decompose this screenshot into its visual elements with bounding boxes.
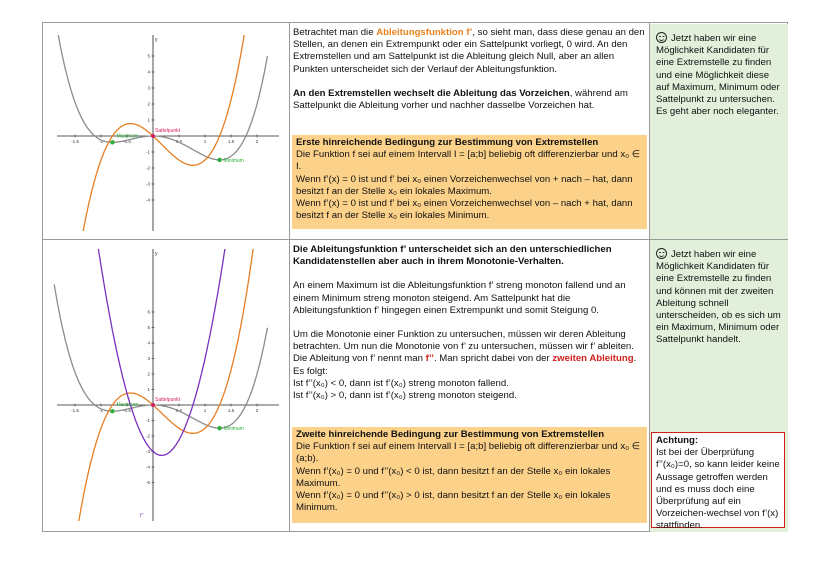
y-tick-label: -2 <box>145 165 150 171</box>
x-tick-label: -1 <box>98 139 104 144</box>
y-tick-label: 2 <box>147 101 150 107</box>
highlight-zweite-ableitung: zweiten Ableitung <box>552 353 634 365</box>
row2-title: Die Ableitungsfunktion f’ unterscheidet sich an den unterschiedlichen Kandidatenstellen aber auch in ihrem Monotonie-Verhalten. <box>293 244 612 268</box>
y-tick-label: -1 <box>145 418 150 423</box>
label-maximum: Maximum <box>116 402 139 409</box>
row1-text <box>293 27 645 112</box>
x-tick-label: 2 <box>255 139 259 144</box>
highlight-ableitungsfunktion: Ableitungsfunktion f’ <box>376 27 473 38</box>
label-sattelpunkt: Sattelpunkt <box>155 397 181 403</box>
highlight-fpp: f’’ <box>425 353 434 365</box>
first-condition-box: Erste hinreichende Bedingung zur Bestimmung von Extremstellen Die Funktion f sei auf einem Intervall I = [a;b] beliebig oft differenzierbar und x₀ ∈ I. Wenn f’(x) = 0 ist und f’ bei x₀ einen Vorzeichenwechsel von + nach – hat, dann besitzt f an der Stelle x₀ ein lokales Maximum. Wenn f’(x) = 0 ist und f’ bei x₀ einen Vorzeichenwechsel von – nach + hat, dann besitzt f an der Stelle x₀ ein lokales Minimum. <box>292 135 647 229</box>
sattelpunkt-point <box>151 134 155 138</box>
x-tick-label: 0.5 <box>175 408 183 413</box>
maximum-point <box>110 409 114 413</box>
curve-f <box>54 31 267 160</box>
x-tick-label: 2 <box>255 408 259 413</box>
sattelpunkt-point <box>151 403 155 407</box>
label-minimum: Minimum <box>223 426 244 433</box>
function-graph-f-fp <box>45 31 287 236</box>
warning-box: Achtung: Ist bei der Überprüfung f’’(x₀)=0, so kann leider keine Aussage getroffen werden und es muss doch eine Überprüfung auf ein Vorzeichen-wechsel von f’(x) stattfinden. <box>651 432 785 528</box>
graph-row1 <box>45 31 287 236</box>
row1-paragraph1: Betrachtet man die Ableitungsfunktion f’, so sieht man, dass diese genau an den Stellen, an denen ein Extrempunkt oder ein Sattelpunkt vorliegt, 0 wird. An den Extremstellen und am Sattelpunkt ist die Ableitung gleich Null, aber an allen Punkten unterscheidet sich der Verlauf der Ableitungsfunktion. <box>293 27 645 75</box>
x-tick-label: 1 <box>203 139 207 144</box>
row2-text: Die Ableitungsfunktion f’ unterscheidet sich an den unterschiedlichen Kandidatenstellen aber auch in ihrem Monotonie-Verhalten. An einem Maximum ist die Ableitungsfunktion f’ streng monoton fallend und an einem Minimum streng monoton steigend. Am Sattelpunkt hat die Ableitungsfunktion f’ hingegen einen Extrempunkt und somit Steigung 0. Um die Monotonie einer Funktion zu untersuchen, müssen wir deren Ableitung betrachten. Um nun die Monotonie von f’ zu untersuchen, müssen wir f’ ableiten. Die Ableitung von f’ nennt man f’’. Man spricht dabei von der zweiten Ableitung. Es folgt: Ist f’’(x₀) < 0, dann ist f’(x₀) streng monoton fallend. Ist f’’(x₀) > 0, dann ist f’(x₀) streng monoton steigend. <box>293 244 645 402</box>
label-sattelpunkt: Sattelpunkt <box>155 128 181 134</box>
y-tick-label: -3 <box>145 449 150 454</box>
first-condition-title: Erste hinreichende Bedingung zur Bestimmung von Extremstellen <box>296 137 599 148</box>
note-row1: Jetzt haben wir eine Möglichkeit Kandidaten für eine Extremstelle zu finden und eine Möglichkeit diese auf Maximum, Minimum oder Sattelpunkt zu untersuchen. Es geht aber noch eleganter. <box>650 24 788 239</box>
label-f-double-prime: f’’ <box>140 513 144 519</box>
y-tick-label: 2 <box>147 371 150 377</box>
warning-title: Achtung: <box>656 435 699 446</box>
row2-paragraph2: Um die Monotonie einer Funktion zu untersuchen, müssen wir deren Ableitung betrachten. Um nun die Monotonie von f’ zu untersuchen, müssen wir f’ ableiten. Die Ableitung von f’ nennt man f’’. Man spricht dabei von der zweiten Ableitung. Es folgt: <box>293 329 637 377</box>
x-tick-label: -1.5 <box>71 139 79 144</box>
axis-label-y: y <box>155 37 158 43</box>
y-tick-label: -3 <box>145 181 150 187</box>
curves <box>54 245 267 525</box>
y-tick-label: 3 <box>147 85 150 91</box>
label-minimum: Minimum <box>223 157 244 164</box>
x-tick-label: 1 <box>203 408 207 413</box>
function-graph-f-fp-fpp <box>45 245 287 525</box>
y-tick-label: -4 <box>145 464 150 470</box>
y-tick-label: 6 <box>147 309 150 315</box>
y-tick-label: -2 <box>145 433 150 439</box>
note-row2: Jetzt haben wir eine Möglichkeit Kandidaten für eine Extremstelle zu finden und können mit der zweiten Ableitung schnell unterscheiden, ob es sich um ein Maximum, Minimum oder Sattelpunkt handelt. <box>650 240 788 532</box>
second-condition-box: Zweite hinreichende Bedingung zur Bestimmung von Extremstellen Die Funktion f sei auf einem Intervall I = [a;b] beliebig oft differenzierbar und x₀ ∈ (a;b). Wenn f’(x₀) = 0 und f’’(x₀) < 0 ist, dann besitzt f an der Stelle x₀ ein lokales Maximum. Wenn f’(x₀) = 0 und f’’(x₀) > 0 ist, dann besitzt f an der Stelle x₀ ein lokales Minimum. <box>292 427 647 523</box>
axis-label-y: y <box>155 251 158 257</box>
x-tick-label: -0.5 <box>123 408 131 413</box>
maximum-point <box>110 140 114 144</box>
minimum-point <box>217 426 221 430</box>
y-tick-label: -4 <box>145 197 150 203</box>
graph-row2 <box>45 245 287 525</box>
curve-f <box>54 284 267 428</box>
x-tick-label: -1 <box>98 408 104 413</box>
y-tick-label: 5 <box>147 325 150 330</box>
y-tick-label: 4 <box>147 340 150 346</box>
smiley-icon <box>656 32 667 43</box>
second-condition-title: Zweite hinreichende Bedingung zur Bestimmung von Extremstellen <box>296 429 605 440</box>
y-tick-label: 4 <box>147 69 150 75</box>
content-table <box>42 22 788 532</box>
smiley-icon <box>656 248 667 259</box>
label-maximum: Maximum <box>116 133 139 140</box>
y-tick-label: 1 <box>147 117 150 123</box>
x-tick-label: -1.5 <box>71 408 79 413</box>
y-tick-label: -5 <box>145 480 150 485</box>
y-tick-label: 5 <box>147 53 150 59</box>
curve-f-prime <box>54 245 267 525</box>
y-tick-label: 1 <box>147 387 150 392</box>
x-tick-label: 1.5 <box>227 408 235 413</box>
x-tick-label: -0.5 <box>123 139 131 144</box>
minimum-point <box>217 158 221 162</box>
row1-paragraph2: An den Extremstellen wechselt die Ableitung das Vorzeichen, während am Sattelpunkt die Ableitung vorher und nachher dasselbe Vorzeichen hat. <box>293 87 628 112</box>
column-divider <box>289 23 290 531</box>
y-tick-label: 3 <box>147 356 150 361</box>
x-tick-label: 0.5 <box>175 139 183 144</box>
x-tick-label: 1.5 <box>227 139 235 144</box>
y-tick-label: -1 <box>145 149 150 155</box>
